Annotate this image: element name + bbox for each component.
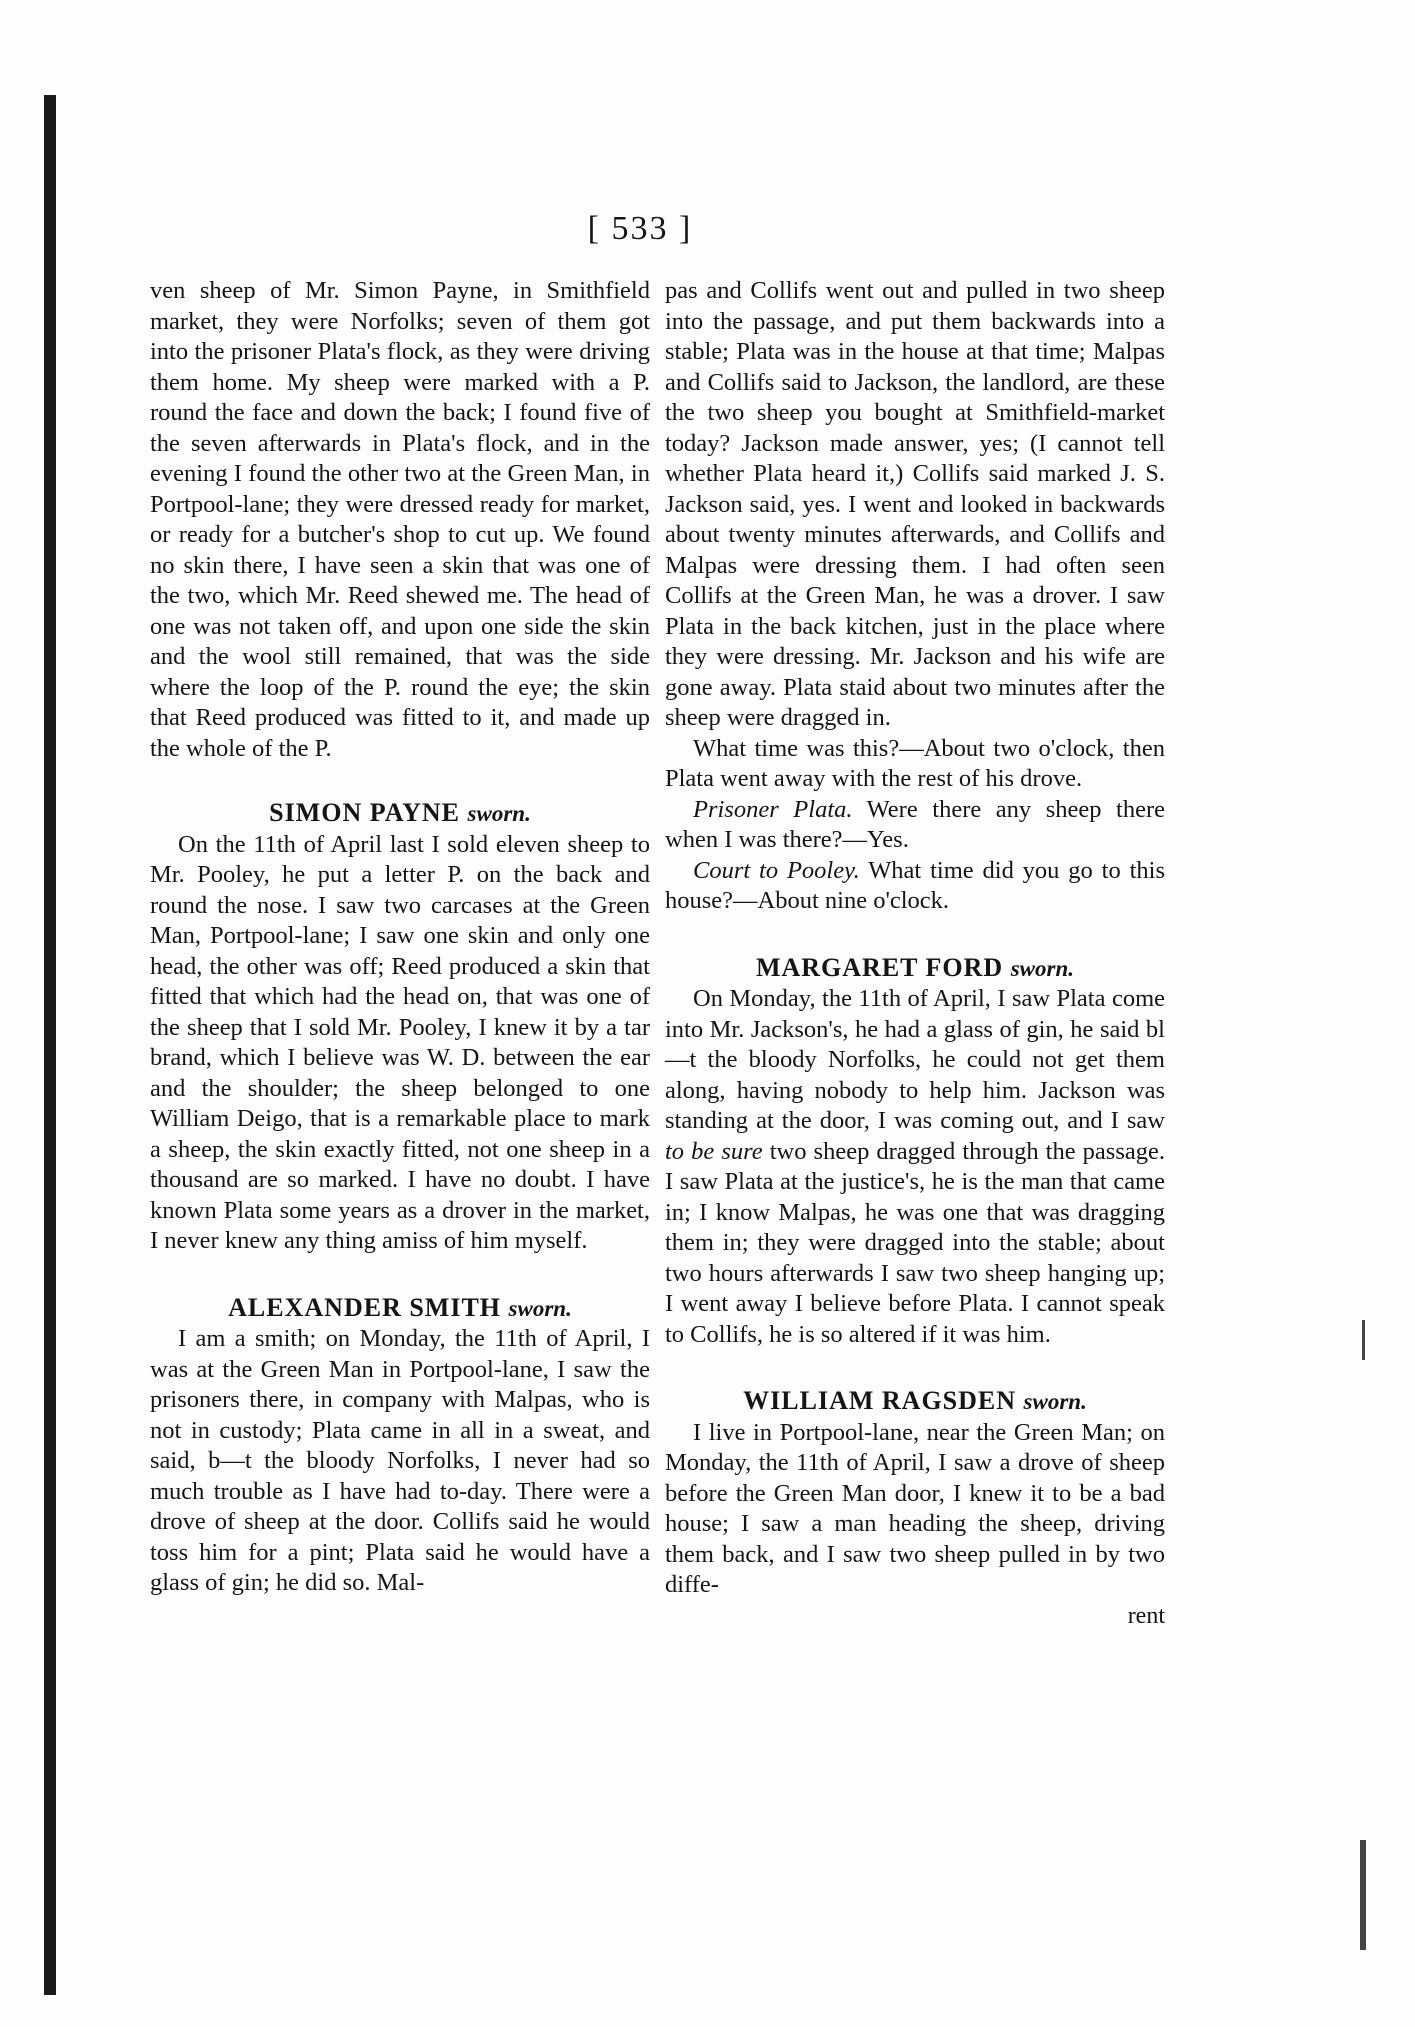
sworn-label: sworn. [1010,955,1075,981]
sworn-label: sworn. [508,1295,572,1321]
testimony-text: On Monday, the 11th of April, I saw Plata come into Mr. Jackson's, he had a glass of gin, he said bl—t the bloody Norfolks, he could not get them along, having nobody to help him. Jackson was standing at the door, I was coming out, and I saw [665,985,1165,1134]
testimony-paragraph: I live in Portpool-lane, near the Green Man; on Monday, the 11th of April, I saw a drove of sheep before the Green Man door, I knew it to be a bad house; I saw a man heading the sheep, driving them back, and I saw two sheep pulled in by two diffe- [665,1418,1165,1598]
left-column [150,276,650,1599]
catchword: rent [1127,1602,1165,1629]
sworn-label: sworn. [467,801,531,826]
opening-paragraph: ven sheep of Mr. Simon Payne, in Smithfield market, they were Norfolks; seven of them got into the prisoner Plata's flock, as they were driving them home. My sheep were marked with a P. round the face and down the back; I found five of the seven afterwards in Plata's flock, and in the evening I found the other two at the Green Man, in Portpool-lane; they were dressed ready for market, or ready for a butcher's shop to cut up. We found no skin there, I have seen a skin that was one of the two, which Mr. Reed shewed me. The head of one was not taken off, and upon one side the skin and the wool still remained, that was the side where the loop of the P. round the eye; the skin that Reed produced was fitted to it, and made up the whole of the P. [150,277,650,762]
right-column [665,276,1165,1631]
testimony-paragraph: On the 11th of April last I sold eleven sheep to Mr. Pooley, he put a letter P. on the back and round the nose. I saw two carcases at the Green Man, Portpool-lane; I saw one skin and only one head, the other was off; Reed produced a skin that fitted that which had the head on, that was one of the sheep that I sold Mr. Pooley, I knew it by a tar brand, which I believe was W. D. between the ear and the shoulder; the sheep belonged to one William Deigo, that is a remarkable place to mark a sheep, the skin exactly fitted, not one sheep in a thousand are so marked. I have no doubt. I have known Plata some years as a drover in the market, I never knew any thing amiss of him myself. [150,830,650,1254]
edge-mark [1360,1840,1366,1950]
speaker-label: Prisoner Plata. [693,795,853,823]
speaker-text: Were there any sheep there when I was there?—Yes. [665,795,1166,853]
italic-phrase: to be sure [665,1137,763,1165]
witness-heading [150,798,650,830]
court-question [665,856,1165,917]
witness-name: SIMON PAYNE [269,798,461,827]
testimony-paragraph [665,984,1165,1350]
edge-mark [1362,1320,1365,1360]
page-spine-shadow [44,95,56,1995]
continued-paragraph: pas and Collifs went out and pulled in two sheep into the passage, and put them backwards into a stable; Plata was in the house at that time; Malpas and Collifs said to Jackson, the landlord, are these the two sheep you bought at Smithfield-market today? Jackson made answer, yes; (I cannot tell whether Plata heard it,) Collifs said marked J. S. Jackson said, yes. I went and looked in backwards about twenty minutes afterwards, and Collifs and Malpas were dressing them. I had often seen Collifs at the Green Man, he was a drover. I saw Plata in the back kitchen, just in the place where they were dressing. Mr. Jackson and his wife are gone away. Plata staid about two minutes after the sheep were dragged in. [665,277,1165,731]
testimony-text: two sheep dragged through the passage. I saw Plata at the justice's, he is the man that came in; I know Malpas, he was one that was dragging them in; they were dragged into the stable; about two hours afterwards I saw two sheep hanging up; I went away I believe before Plata. I cannot speak to Collifs, he is so altered if it was him. [665,1137,1165,1348]
witness-heading [665,953,1165,985]
witness-heading [665,1386,1165,1418]
speaker-label: Court to Pooley. [693,856,860,884]
witness-name: MARGARET FORD [755,952,1004,982]
speaker-text: What time did you go to this house?—About nine o'clock. [665,856,1165,914]
sworn-label: sworn. [1023,1389,1087,1414]
prisoner-question [665,795,1165,856]
testimony-paragraph: I am a smith; on Monday, the 11th of April, I was at the Green Man in Portpool-lane, I saw the prisoners there, in company with Malpas, who is not in custody; Plata came in all in a sweat, and said, b—t the bloody Norfolks, I never had so much trouble as I have had to-day. There were a drove of sheep at the door. Collifs said he would toss him for a pint; Plata said he would have a glass of gin; he did so. Mal- [150,1325,650,1596]
witness-name: ALEXANDER SMITH [228,1292,502,1322]
page-number: [ 533 ] [587,210,693,247]
witness-heading [150,1293,650,1325]
witness-name: WILLIAM RAGSDEN [743,1386,1017,1415]
question-paragraph: What time was this?—About two o'clock, then Plata went away with the rest of his drove. [665,734,1165,792]
